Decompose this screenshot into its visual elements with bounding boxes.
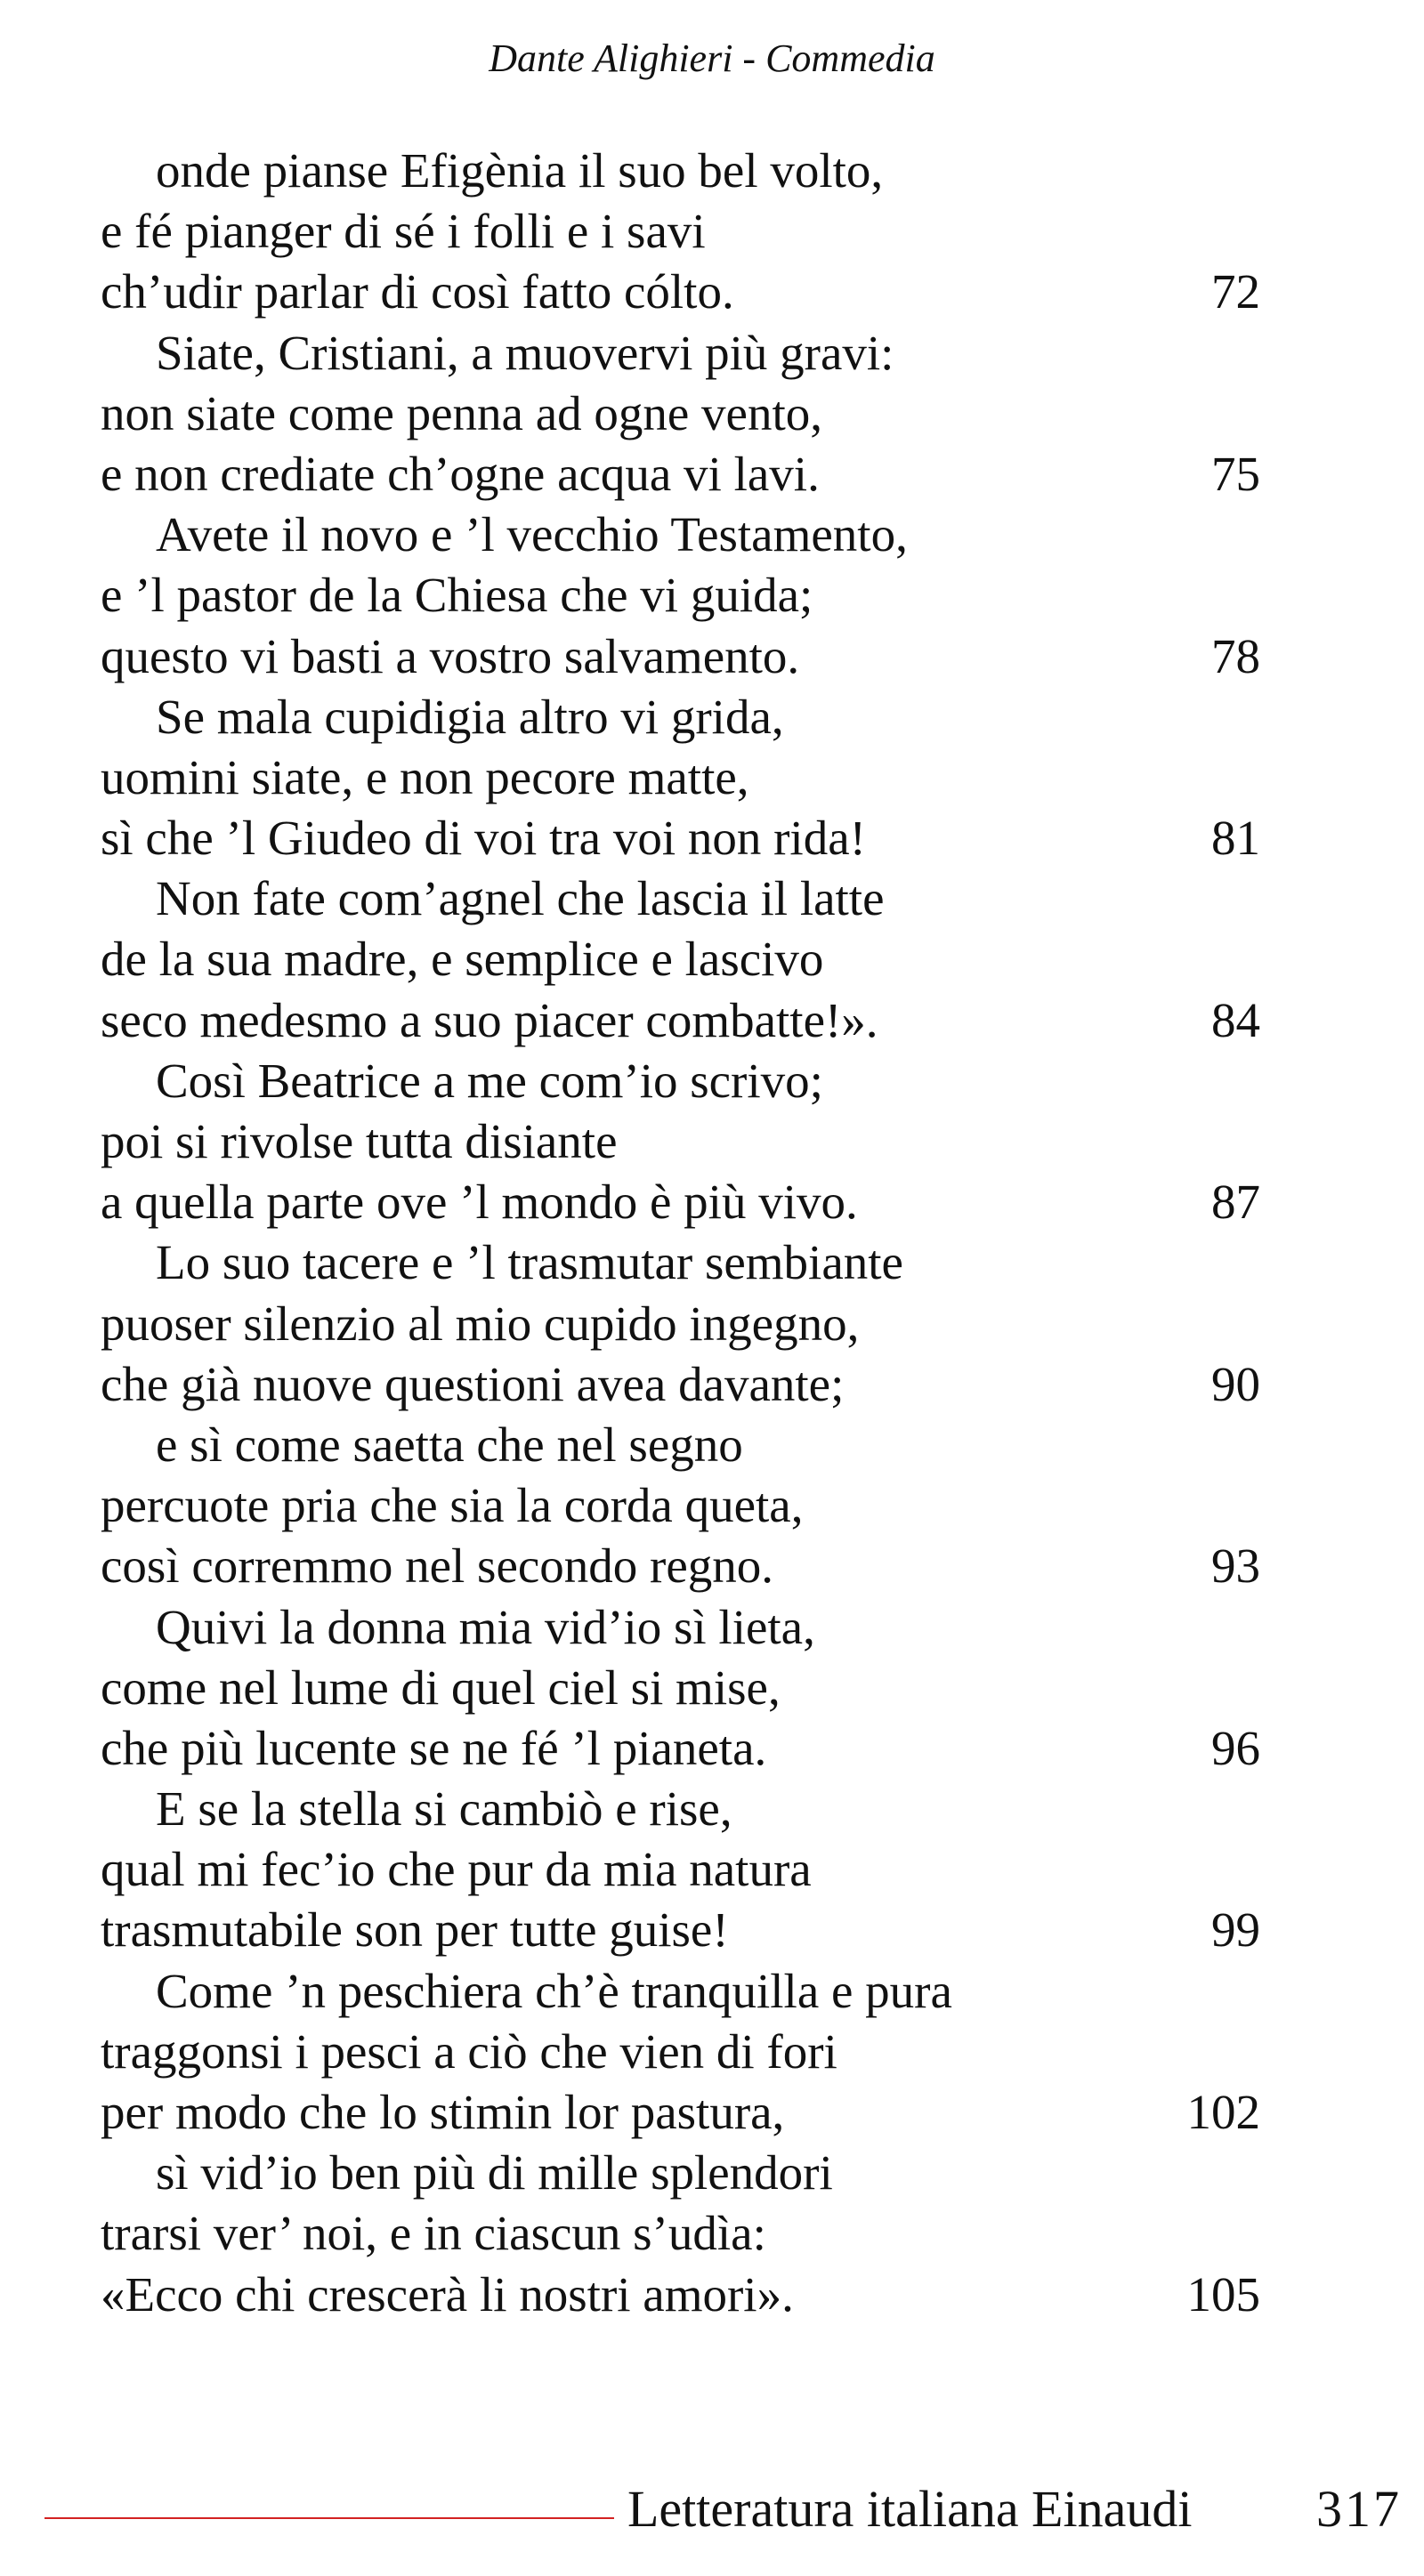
line-number: 102	[1186, 2085, 1260, 2139]
verse-line	[101, 2265, 1258, 2325]
verse-text: uomini siate, e non pecore matte,	[101, 749, 749, 804]
verse-text: E se la stella si cambiò e rise,	[156, 1781, 732, 1837]
running-title: Dante Alighieri - Commedia	[489, 36, 935, 80]
verse-line	[101, 565, 1258, 626]
verse-text: onde pianse Efigènia il suo bel volto,	[156, 143, 884, 198]
verse-line	[101, 1779, 1258, 1839]
verse-text: de la sua madre, e semplice e lascivo	[101, 932, 824, 987]
verse-line	[101, 990, 1258, 1051]
verse-line	[101, 505, 1258, 565]
verse-text: traggonsi i pesci a ciò che vien di fori	[101, 2023, 837, 2079]
line-number: 72	[1211, 264, 1260, 319]
verse-text: Siate, Cristiani, a muovervi più gravi:	[156, 325, 894, 380]
line-number: 105	[1186, 2266, 1260, 2322]
verse-line	[101, 747, 1258, 808]
verse-line	[101, 868, 1258, 929]
verse-text: così corremmo nel secondo regno.	[101, 1538, 774, 1594]
verse-line	[101, 384, 1258, 444]
verse-line	[101, 1839, 1258, 1900]
verse-line	[101, 929, 1258, 989]
verse-text: Lo suo tacere e ’l trasmutar sembiante	[156, 1235, 903, 1290]
verse-text: come nel lume di quel ciel si mise,	[101, 1659, 781, 1715]
verse-text: questo vi basti a vostro salvamento.	[101, 628, 800, 683]
verse-line	[101, 1658, 1258, 1718]
verse-text: che già nuove questioni avea davante;	[101, 1356, 845, 1411]
verse-line	[101, 201, 1258, 262]
verse-line	[101, 1718, 1258, 1779]
footer-rule	[44, 2517, 614, 2519]
verse-text: ch’udir parlar di così fatto cólto.	[101, 264, 734, 319]
verse-text: a quella parte ove ’l mondo è più vivo.	[101, 1175, 858, 1230]
line-number: 93	[1211, 1538, 1260, 1594]
line-number: 84	[1211, 992, 1260, 1047]
verse-line	[101, 323, 1258, 384]
line-number: 96	[1211, 1720, 1260, 1775]
verse-line	[101, 1354, 1258, 1415]
verse-text: che più lucente se ne fé ’l pianeta.	[101, 1720, 767, 1775]
verse-text: e fé pianger di sé i folli e i savi	[101, 204, 706, 259]
publisher-title: Letteratura italiana Einaudi	[627, 2480, 1193, 2538]
verse-line	[101, 262, 1258, 322]
line-number: 78	[1211, 628, 1260, 683]
verse-text: Così Beatrice a me com’io scrivo;	[156, 1053, 823, 1108]
verse-text: e sì come saetta che nel segno	[156, 1417, 743, 1472]
verse-text: percuote pria che sia la corda queta,	[101, 1478, 804, 1533]
verse-text: Se mala cupidigia altro vi grida,	[156, 689, 784, 744]
page-number: 317	[1316, 2480, 1402, 2538]
verse-line	[101, 2082, 1258, 2143]
verse-text: Come ’n peschiera ch’è tranquilla e pura	[156, 1963, 952, 2018]
verse-text: Avete il novo e ’l vecchio Testamento,	[156, 507, 908, 562]
line-number: 75	[1211, 446, 1260, 501]
line-number: 90	[1211, 1356, 1260, 1411]
verse-line	[101, 1900, 1258, 1960]
verse-text: per modo che lo stimin lor pastura,	[101, 2085, 785, 2139]
verse-text: sì che ’l Giudeo di voi tra voi non rida!	[101, 811, 866, 866]
line-number: 81	[1211, 811, 1260, 866]
verse-text: e ’l pastor de la Chiesa che vi guida;	[101, 568, 813, 623]
verse-text: e non crediate ch’ogne acqua vi lavi.	[101, 446, 820, 501]
verse-text: sì vid’io ben più di mille splendori	[156, 2145, 833, 2201]
poem-text	[101, 141, 1258, 2325]
verse-line	[101, 444, 1258, 505]
page-footer	[0, 2474, 1424, 2545]
verse-line	[101, 1294, 1258, 1354]
verse-text: Non fate com’agnel che lascia il latte	[156, 871, 885, 926]
verse-line	[101, 1232, 1258, 1293]
verse-text: qual mi fec’io che pur da mia natura	[101, 1842, 812, 1897]
verse-line	[101, 1172, 1258, 1232]
verse-text: seco medesmo a suo piacer combatte!».	[101, 992, 878, 1047]
verse-line	[101, 1051, 1258, 1111]
verse-text: non siate come penna ad ogne vento,	[101, 385, 822, 440]
verse-text: Quivi la donna mia vid’io sì lieta,	[156, 1599, 815, 1654]
verse-line	[101, 1597, 1258, 1658]
verse-line	[101, 1475, 1258, 1536]
verse-line	[101, 1111, 1258, 1172]
verse-line	[101, 141, 1258, 201]
line-number: 87	[1211, 1175, 1260, 1230]
verse-text: trasmutabile son per tutte guise!	[101, 1902, 729, 1958]
verse-line	[101, 808, 1258, 868]
verse-text: puoser silenzio al mio cupido ingegno,	[101, 1296, 860, 1351]
verse-line	[101, 2143, 1258, 2203]
verse-text: «Ecco chi crescerà li nostri amori».	[101, 2266, 794, 2322]
verse-line	[101, 2022, 1258, 2082]
verse-line	[101, 687, 1258, 747]
verse-line	[101, 1536, 1258, 1596]
line-number: 99	[1211, 1902, 1260, 1958]
verse-line	[101, 1415, 1258, 1475]
verse-text: poi si rivolse tutta disiante	[101, 1114, 618, 1168]
verse-line	[101, 1961, 1258, 2022]
verse-text: trarsi ver’ noi, e in ciascun s’udìa:	[101, 2206, 766, 2261]
verse-line	[101, 626, 1258, 687]
verse-line	[101, 2203, 1258, 2264]
